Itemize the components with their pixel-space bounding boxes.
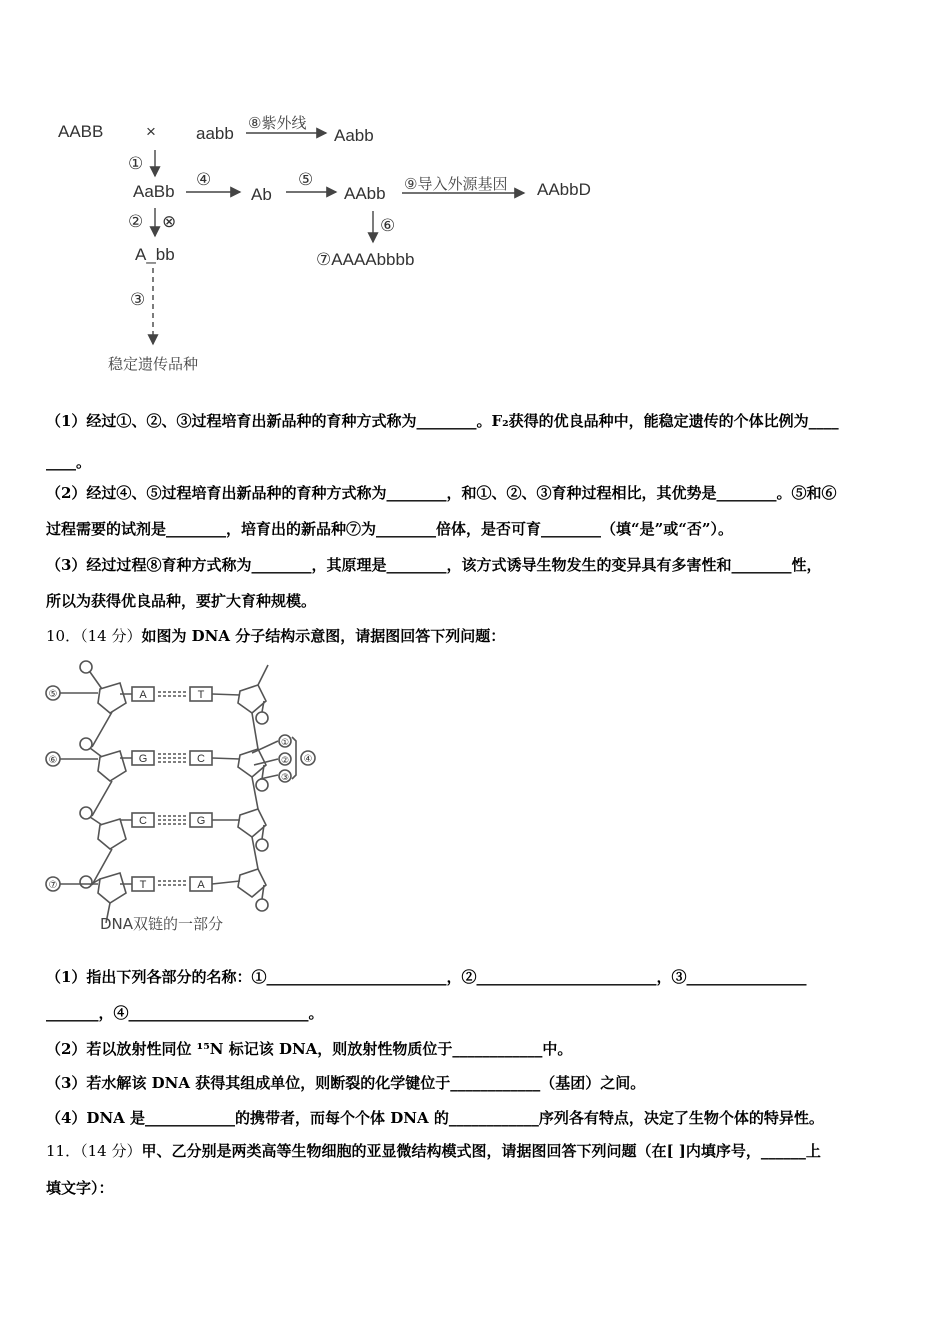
step-6-label: ⑥ [380,216,396,235]
q10-part3: （3）若水解该 DNA 获得其组成单位，则断裂的化学键位于____________（基团）之间。 [46,1074,646,1092]
q10-part1-line1: （1）指出下列各部分的名称：①________________________，②________________________，③________________ [46,968,807,986]
label-5: ⑤ [48,689,58,700]
phosphate-circle [80,876,92,888]
base-letter: A [197,879,205,891]
phosphate-circle [256,839,268,851]
q9-part1-line1: （1）经过①、②、③过程培育出新品种的育种方式称为________。F₂获得的优良品种中，能稳定遗传的个体比例为____ [46,412,839,430]
cross-symbol: × [146,122,156,141]
q10-number: 10．（14 分） [46,627,142,645]
q9-part3-line1: （3）经过过程⑧育种方式称为________，其原理是________，该方式诱导生物发生的变异具有多害性和________性， [46,556,822,574]
genotype-aabb-parent: AABB [58,122,104,141]
hydrogen-bonds-CG [158,816,186,824]
base-letter: T [197,689,205,701]
genotype-selected: A_bb [135,245,175,264]
phosphate-circle [256,899,268,911]
left-backbone-bonds [90,672,112,923]
label-4: ④ [303,754,313,765]
step-4-label: ④ [196,170,212,189]
step-3-label: ③ [130,290,146,309]
base-letter: T [139,879,147,891]
step-9-label: ⑨导入外源基因 [404,175,508,193]
hydrogen-bonds-AT [158,692,186,696]
q10-prompt: 如图为 DNA 分子结构示意图，请据图回答下列问题： [141,627,506,645]
q11-number: 11．（14 分） [46,1142,142,1160]
genotype-aabb-recessive: aabb [196,124,234,143]
q9-part1-line2: ____。 [46,453,92,471]
deoxyribose-pentagon [98,819,126,849]
step-2-label: ② [128,212,144,231]
base-letter: G [196,815,206,827]
q9-part2-line1: （2）经过④、⑤过程培育出新品种的育种方式称为________，和①、②、③育种过程相比，其优势是________。⑤和⑥ [46,484,837,502]
phosphate-circle [256,712,268,724]
step-8-label: ⑧紫外线 [248,114,307,132]
base-letter: A [139,689,147,701]
genotype-mutant: Aabb [334,126,374,145]
step-5-label: ⑤ [298,170,314,189]
dna-structure-diagram [40,655,330,940]
q10-part4: （4）DNA 是____________的携带者，而每个个体 DNA 的____________序列各有特点，决定了生物个体的特异性。 [46,1109,824,1127]
q9-part3-line2: 所以为获得优良品种，要扩大育种规模。 [46,592,317,610]
hydrogen-bonds-TA [158,881,186,885]
deoxyribose-pentagon [238,869,266,897]
genotype-transgenic: AAbbD [537,180,591,199]
q9-part2-line2: 过程需要的试剂是________，培育出的新品种⑦为________倍体，是否可育________（填“是”或“否”）。 [46,520,734,538]
deoxyribose-pentagon [98,751,126,781]
label-6: ⑥ [48,755,58,766]
base-letter: G [138,753,148,765]
label-2: ② [280,755,290,765]
genotype-f1: AaBb [133,182,175,201]
q10-part2: （2）若以放射性同位 ¹⁵N 标记该 DNA，则放射性物质位于____________中。 [46,1040,573,1058]
selfing-symbol: ⊗ [162,212,177,231]
deoxyribose-pentagon [98,873,126,903]
breeding-arrows [0,0,620,360]
label-1: ① [280,737,290,747]
label-3: ③ [280,772,290,782]
deoxyribose-pentagon [238,809,266,837]
phosphate-circle [80,661,92,673]
left-label-leaders [60,693,98,884]
label-7: ⑦ [48,880,58,891]
q11-prompt-line1: 甲、乙分别是两类高等生物细胞的亚显微结构模式图，请据图回答下列问题（在[ ]内填序号，______上 [141,1142,821,1160]
step-1-label: ① [128,154,144,173]
q10-part1-line2: _______，④________________________。 [46,1004,324,1022]
genotype-haploid: Ab [251,185,272,204]
stable-variety-label: 稳定遗传品种 [108,355,199,373]
base-connectors [120,694,240,884]
genotype-tetraploid: ⑦AAAAbbbb [316,250,415,269]
base-letter: C [139,815,147,827]
q10-heading [46,625,910,647]
deoxyribose-pentagon [98,683,126,713]
q11-heading [46,1140,910,1162]
dna-caption: DNA双链的一部分 [100,915,224,933]
genotype-double-haploid: AAbb [344,184,386,203]
base-letter: C [197,753,205,765]
hydrogen-bonds-GC [158,754,186,762]
phosphate-circle [256,779,268,791]
q11-prompt-line2: 填文字）： [46,1179,114,1197]
